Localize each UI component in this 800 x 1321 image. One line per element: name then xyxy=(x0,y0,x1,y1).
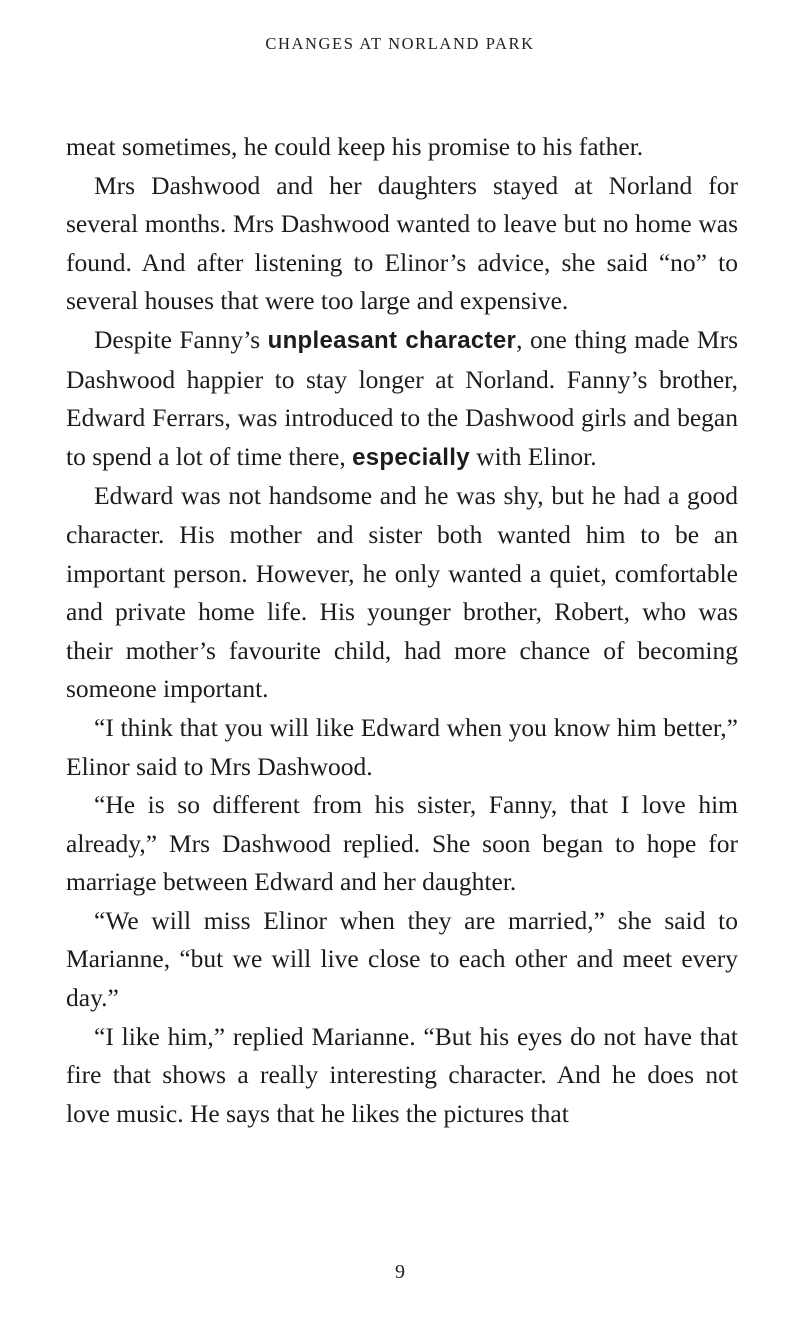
running-head: CHANGES AT NORLAND PARK xyxy=(265,34,535,53)
paragraph: meat sometimes, he could keep his promise to his father. xyxy=(66,132,644,161)
paragraph: “He is so different from his sister, Fanny, that I love him already,” Mrs Dashwood replied. She soon began to hope for marriage between Edward and her daughter. xyxy=(66,790,738,897)
paragraph: “I like him,” replied Marianne. “But his eyes do not have that fire that shows a really interesting character. And he does not love music. He says that he likes the pictures that xyxy=(66,1021,738,1128)
glossary-term: unpleasant character xyxy=(267,326,517,354)
paragraph: “I think that you will like Edward when you know him better,” Elinor said to Mrs Dashwood. xyxy=(66,712,738,781)
body-text xyxy=(66,128,738,1133)
glossary-term: especially xyxy=(352,443,470,471)
text-run: Despite Fanny’s xyxy=(94,324,268,354)
paragraph xyxy=(66,321,738,477)
paragraph: “We will miss Elinor when they are married,” she said to Marianne, “but we will live close to each other and meet every day.” xyxy=(66,905,738,1013)
text-run: , one thing made Mrs Dashwood happier to stay longer at Norland. Fanny’s brother, Edward Ferrars, was introduced to the Dashwood girls and began to spend a lot of time there, xyxy=(66,324,738,471)
page-number: 9 xyxy=(395,1261,405,1283)
text-run: with Elinor. xyxy=(469,441,597,471)
paragraph: Mrs Dashwood and her daughters stayed at Norland for several months. Mrs Dashwood wanted to leave but no home was found. And after listening to Elinor’s advice, she said “no” to several houses that were too large and expensive. xyxy=(66,170,738,316)
paragraph: Edward was not handsome and he was shy, but he had a good character. His mother and sister both wanted him to be an important person. However, he only wanted a quiet, comfortable and private home life. His younger brother, Robert, who was their mother’s favourite child, had more chance of becoming someone important. xyxy=(66,481,738,704)
